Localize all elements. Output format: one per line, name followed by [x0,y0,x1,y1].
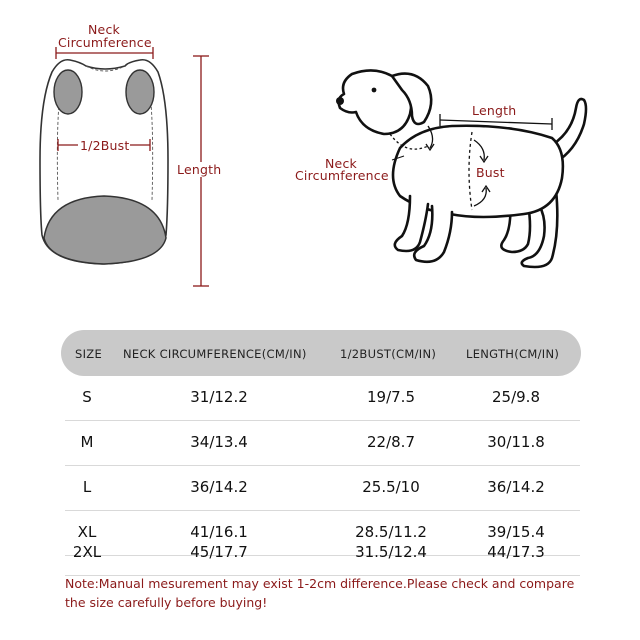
garment-neck-label-line2: Circumference [58,35,152,50]
neck-cell: 31/12.2 [190,388,248,406]
table-row [65,376,580,421]
measurement-diagram [0,0,640,300]
bust-cell: 22/8.7 [367,433,415,451]
size-cell: L [82,478,92,496]
bust-cell: 28.5/11.2 [355,523,427,541]
neck-cell: 36/14.2 [190,478,248,496]
header-size: SIZE [75,347,103,361]
neck-cell: 45/17.7 [190,543,248,561]
measurement-note: Note:Manual mesurement may exist 1-2cm difference.Please check and compare the size carefully before buying! [65,576,575,610]
garment-bust-label: 1/2Bust [80,138,130,153]
dog-bust-label: Bust [476,165,505,180]
bust-cell: 19/7.5 [367,388,415,406]
length-cell: 30/11.8 [487,433,545,451]
size-cell: 2XL [72,543,102,561]
bust-cell: 31.5/12.4 [355,543,427,561]
size-cell: M [80,433,94,451]
bust-cell: 25.5/10 [362,478,420,496]
dog-length-label: Length [472,103,517,118]
dog-neck-label-line2: Circumference [295,168,389,183]
neck-cell: 34/13.4 [190,433,248,451]
garment-neck-label-line1: Neck [88,22,120,37]
garment-length-label: Length [177,162,222,177]
header-half-bust: 1/2BUST(CM/IN) [340,347,437,361]
length-cell: 36/14.2 [487,478,545,496]
table-row [65,466,580,511]
neck-cell: 41/16.1 [190,523,248,541]
table-row [65,421,580,466]
dog-illustration [0,0,640,300]
header-neck-circumference: NECK CIRCUMFERENCE(CM/IN) [123,347,307,361]
length-cell: 44/17.3 [487,543,545,561]
size-cell: S [82,388,92,406]
length-cell: 39/15.4 [487,523,545,541]
length-cell: 25/9.8 [492,388,540,406]
table-row [65,531,580,576]
size-cell: XL [77,523,97,541]
header-length: LENGTH(CM/IN) [466,347,560,361]
dog-neck-label-line1: Neck [325,156,357,171]
